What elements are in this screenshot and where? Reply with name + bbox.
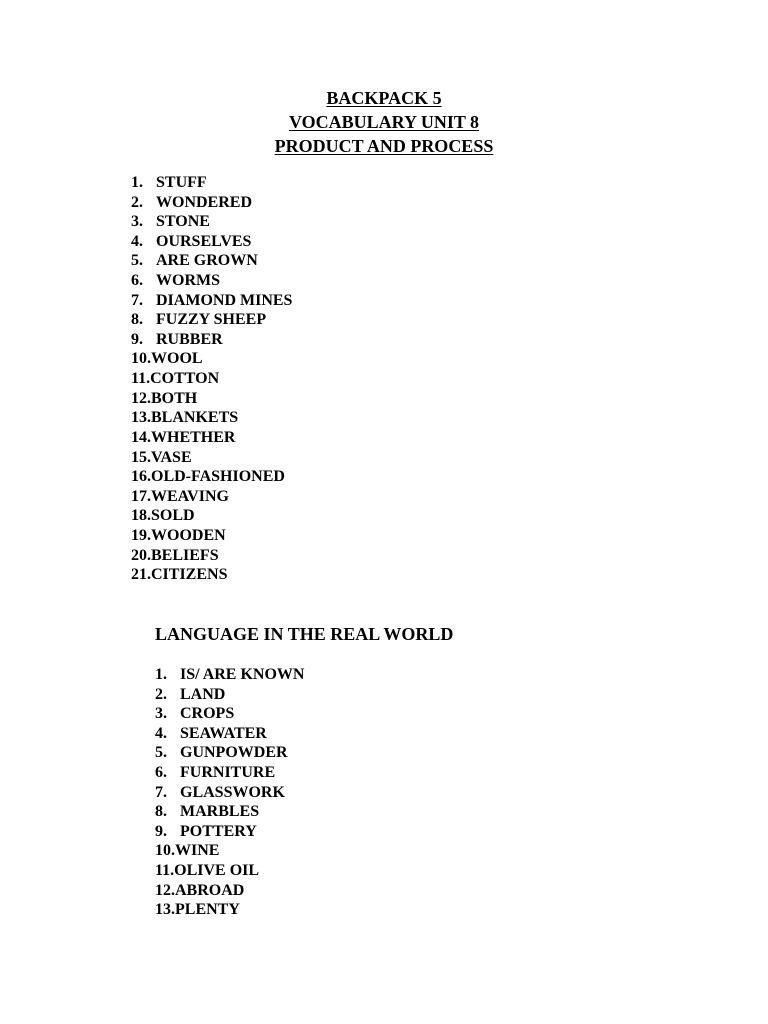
list-item-number: 15. — [131, 448, 151, 466]
list-item — [131, 212, 292, 232]
list-item — [131, 310, 292, 330]
document-topic: PRODUCT AND PROCESS — [274, 136, 494, 156]
list-item — [155, 881, 304, 901]
list-item-word: WHETHER — [151, 428, 236, 446]
list-item-word: WINE — [175, 842, 220, 860]
list-item-number: 2. — [131, 193, 143, 211]
list-item-number: 5. — [131, 252, 143, 270]
list-item — [131, 546, 292, 566]
list-item-number: 1. — [155, 666, 167, 683]
list-item-word: BLANKETS — [151, 409, 239, 427]
list-item-word: GLASSWORK — [180, 783, 285, 801]
list-item — [131, 506, 292, 526]
list-item — [155, 822, 304, 842]
list-item-word: OLD-FASHIONED — [151, 468, 285, 486]
list-item — [131, 193, 292, 213]
list-item-word: WOODEN — [151, 526, 226, 544]
list-item-number: 8. — [131, 311, 143, 329]
list-item — [155, 861, 304, 881]
list-item-number: 8. — [155, 803, 167, 821]
list-item-number: 13. — [131, 409, 151, 427]
list-item-word: FUZZY SHEEP — [156, 311, 267, 329]
list-item — [131, 408, 292, 428]
list-item — [131, 487, 292, 507]
list-item — [131, 526, 292, 546]
list-item-word: STONE — [156, 213, 210, 231]
list-item — [131, 251, 292, 271]
list-item — [155, 685, 304, 705]
list-item-number: 4. — [155, 724, 167, 742]
list-item-number: 11. — [131, 370, 151, 388]
list-item-word: OLIVE OIL — [174, 861, 260, 879]
list-item — [131, 448, 292, 468]
list-item-number: 6. — [155, 763, 167, 781]
list-item — [131, 291, 292, 311]
list-item — [131, 428, 292, 448]
list-item — [131, 467, 292, 487]
list-item-number: 3. — [131, 213, 143, 231]
list-item-number: 2. — [155, 685, 167, 703]
vocabulary-list — [131, 173, 292, 585]
list-item-number: 5. — [155, 744, 167, 762]
list-item — [131, 330, 292, 350]
list-item — [131, 565, 292, 585]
list-item-number: 11. — [155, 861, 175, 879]
list-item-number: 7. — [155, 783, 167, 801]
list-item — [155, 900, 304, 920]
list-item-number: 16. — [131, 468, 151, 486]
list-item-word: ABROAD — [175, 881, 245, 899]
list-item — [131, 389, 292, 409]
list-item-number: 18. — [131, 507, 151, 525]
list-item — [155, 763, 304, 783]
list-item-word: LAND — [180, 685, 226, 703]
list-item-number: 17. — [131, 487, 151, 505]
list-item-word: BELIEFS — [151, 546, 219, 564]
list-item — [155, 841, 304, 861]
section-title-language-real-world: LANGUAGE IN THE REAL WORLD — [155, 624, 454, 644]
language-real-world-list — [155, 665, 304, 920]
list-item-number: 20. — [131, 546, 151, 564]
list-item-number: 14. — [131, 428, 151, 446]
list-item — [131, 173, 292, 193]
list-item-word: FURNITURE — [180, 763, 276, 781]
list-item-number: 12. — [131, 389, 151, 407]
list-item-word: GUNPOWDER — [180, 744, 288, 762]
list-item-number: 1. — [131, 174, 143, 191]
list-item-word: BOTH — [151, 389, 198, 407]
list-item — [155, 743, 304, 763]
list-item-number: 13. — [155, 901, 175, 919]
list-item-word: PLENTY — [175, 901, 240, 919]
list-item-number: 3. — [155, 705, 167, 723]
list-item-word: CITIZENS — [151, 566, 228, 584]
list-item-word: DIAMOND MINES — [156, 291, 293, 309]
list-item — [155, 724, 304, 744]
list-item — [155, 783, 304, 803]
list-item — [155, 802, 304, 822]
list-item-number: 12. — [155, 881, 175, 899]
list-item-number: 10. — [131, 350, 151, 368]
list-item — [155, 665, 304, 685]
list-item-word: WONDERED — [156, 193, 253, 211]
list-item-number: 19. — [131, 526, 151, 544]
list-item-word: MARBLES — [180, 803, 260, 821]
list-item-number: 7. — [131, 291, 143, 309]
list-item-word: SEAWATER — [180, 724, 267, 742]
list-item — [155, 704, 304, 724]
list-item-word: STUFF — [156, 174, 207, 191]
list-item-number: 21. — [131, 566, 151, 584]
list-item-number: 4. — [131, 232, 143, 250]
document-header — [0, 86, 768, 158]
list-item-word: OURSELVES — [156, 232, 252, 250]
list-item-word: COTTON — [150, 370, 220, 388]
list-item-word: WORMS — [156, 272, 220, 290]
list-item-word: WOOL — [151, 350, 203, 368]
list-item-word: CROPS — [180, 705, 235, 723]
list-item — [131, 232, 292, 252]
list-item-word: WEAVING — [151, 487, 229, 505]
list-item-word: ARE GROWN — [156, 252, 258, 270]
document-title: BACKPACK 5 — [326, 88, 442, 108]
list-item-word: SOLD — [151, 507, 195, 525]
list-item — [131, 271, 292, 291]
list-item — [131, 369, 292, 389]
list-item-word: VASE — [151, 448, 192, 466]
list-item-number: 10. — [155, 842, 175, 860]
list-item-word: RUBBER — [156, 330, 223, 348]
list-item-word: POTTERY — [180, 822, 257, 840]
list-item-number: 9. — [131, 330, 143, 348]
document-subtitle: VOCABULARY UNIT 8 — [288, 112, 480, 132]
list-item-number: 6. — [131, 272, 143, 290]
list-item-word: IS/ ARE KNOWN — [180, 666, 305, 683]
list-item-number: 9. — [155, 822, 167, 840]
list-item — [131, 349, 292, 369]
